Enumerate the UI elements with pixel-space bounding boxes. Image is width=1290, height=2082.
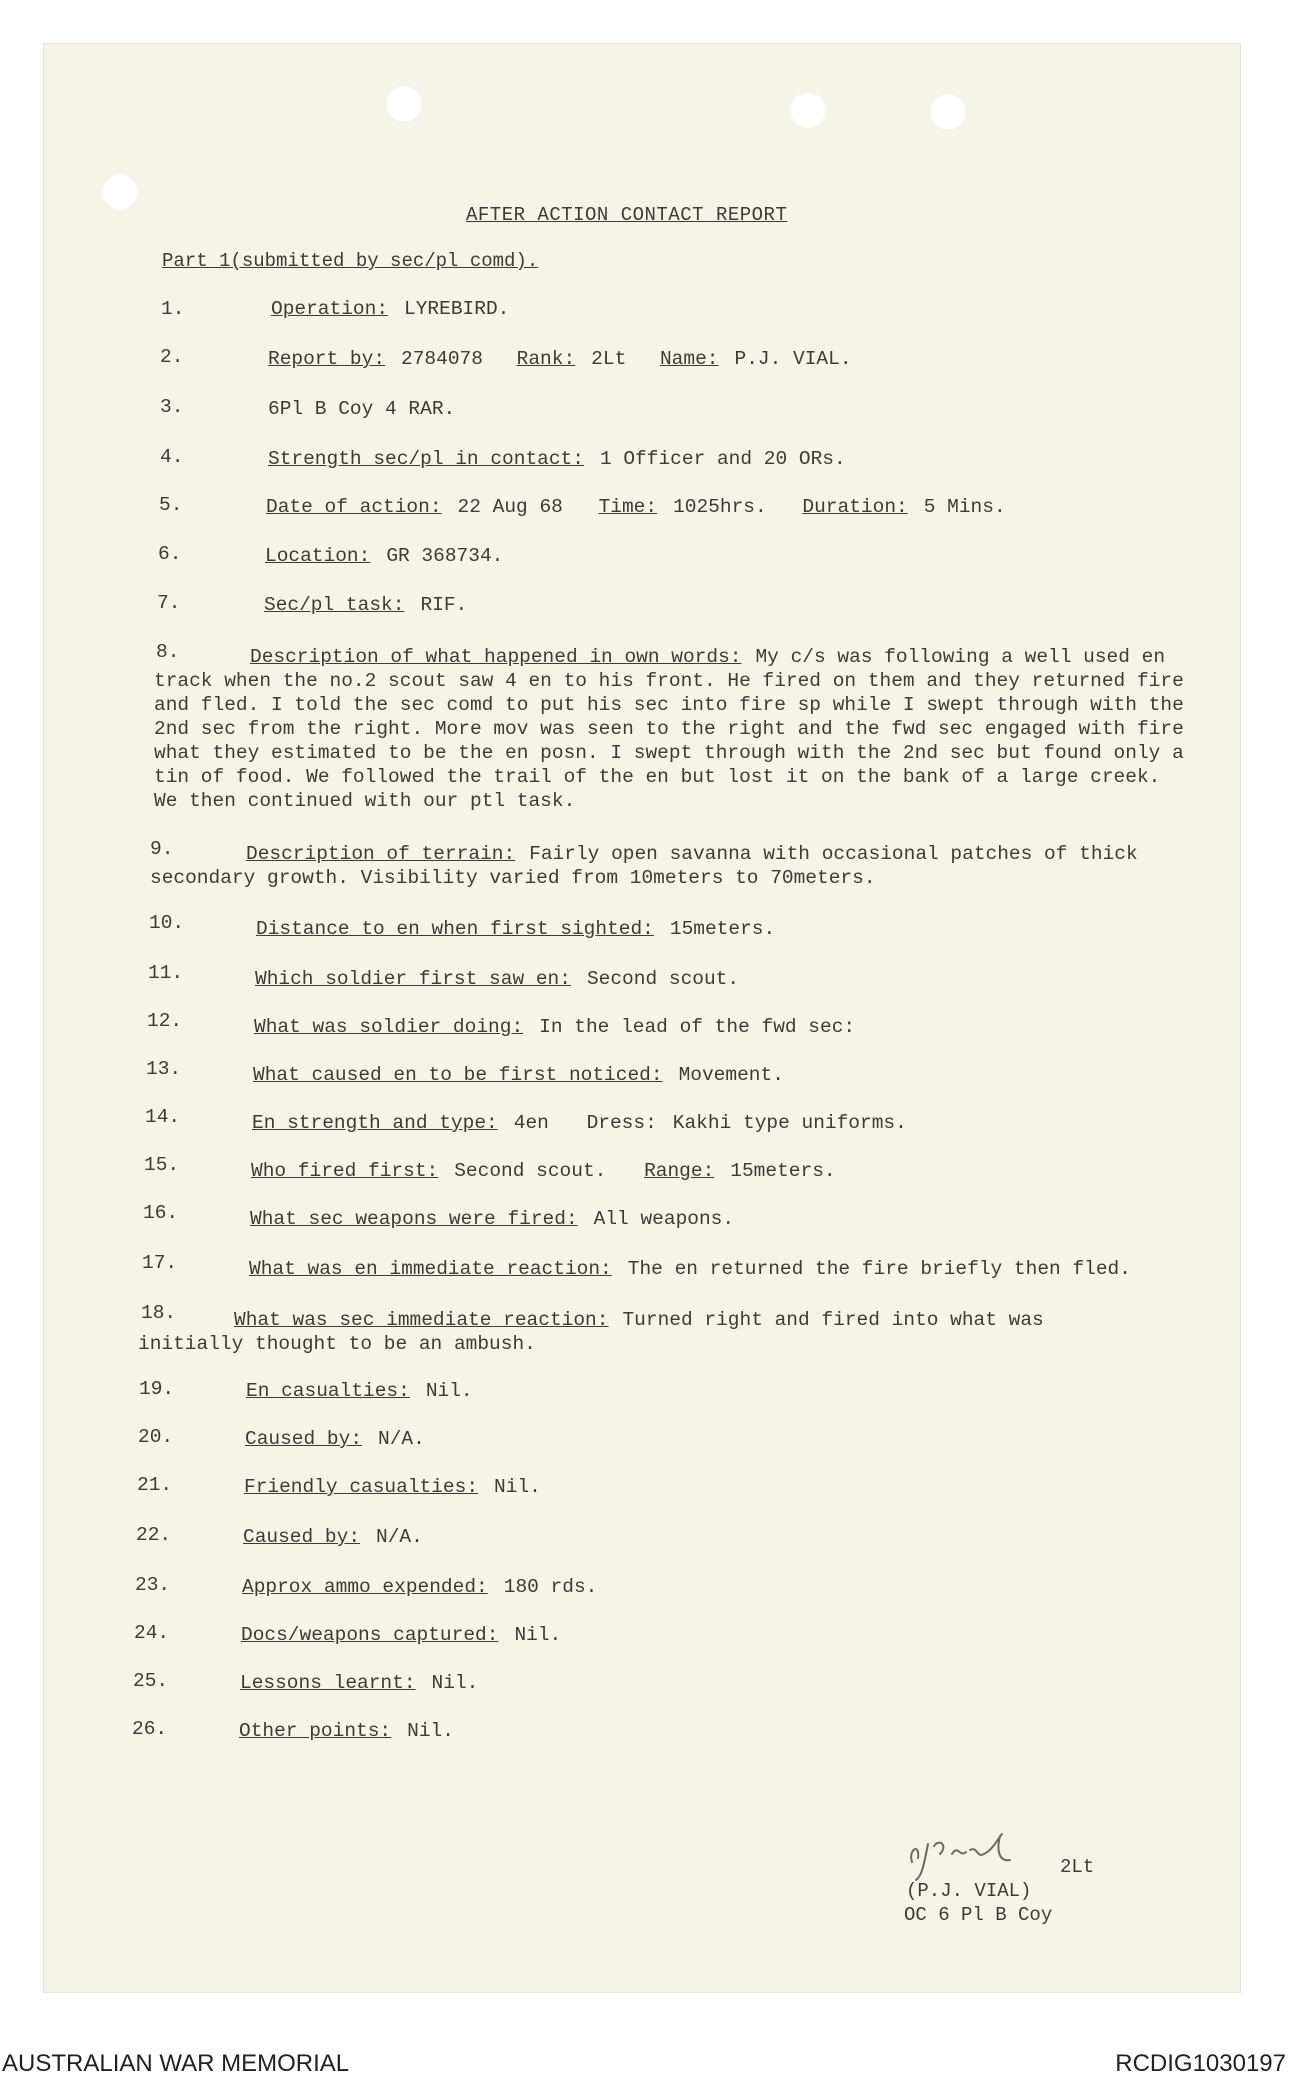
item-value: The en returned the fire briefly then fled. [627,1258,1131,1280]
item-sec-reaction [138,1308,1138,1356]
item-value: Movement. [678,1064,784,1086]
item-label: Name: [659,348,719,370]
item-label: Range: [644,1160,715,1182]
item-distance [256,920,775,940]
item-label: Duration: [802,496,908,518]
item-task [264,596,467,616]
item-number: 19. [139,1378,175,1400]
item-label: What caused en to be first noticed: [253,1064,663,1086]
item-label: En casualties: [246,1380,410,1402]
item-value: 4en [513,1112,549,1134]
signature-name: (P.J. VIAL) [906,1880,1032,1902]
item-caused-by [243,1528,423,1548]
item-number: 22. [136,1524,172,1546]
item-fired-first [251,1162,836,1182]
item-value: RIF. [420,594,468,616]
punch-hole [930,94,966,130]
item-label: Docs/weapons captured: [241,1624,499,1646]
item-label: Other points: [239,1720,392,1742]
item-friendly-casualties [244,1478,541,1498]
item-value: All weapons. [593,1208,735,1230]
item-label: Caused by: [243,1526,361,1548]
item-value: In the lead of the fwd sec: [539,1016,856,1038]
item-value: 2Lt [591,348,627,370]
item-number: 16. [143,1202,179,1224]
item-number: 6. [158,543,182,565]
item-value: N/A. [376,1526,423,1548]
item-label: Date of action: [266,496,442,518]
item-number: 23. [135,1574,171,1596]
item-first-saw [255,970,739,990]
item-number: 13. [146,1058,182,1080]
item-label: What was en immediate reaction: [249,1258,612,1280]
item-value: GR 368734. [386,545,504,567]
item-label: Sec/pl task: [264,594,405,616]
item-value: My c/s was following a well used en track when the no.2 scout saw 4 en to his front. He fired on them and they returned fire and fled. I told the sec comd to put his sec into fire sp while I swept through with the 2nd sec from the right. More mov was seen to the right and the fwd sec engaged with fire what they estimated to be the en posn. I swept through with the 2nd sec but found only a tin of food. We followed the trail of the en but lost it on the bank of a large creek. We then continued with our ptl task. [154,646,1184,812]
item-strength [268,450,846,470]
item-weapons-fired [250,1210,734,1230]
item-label: Rank: [516,348,576,370]
item-number: 5. [159,494,183,516]
item-number: 2. [160,346,184,368]
item-value: 1025hrs. [673,496,767,518]
item-en-reaction [249,1260,1131,1280]
item-first-noticed [253,1066,784,1086]
item-value: 15meters. [669,918,776,940]
item-value: Nil. [431,1672,479,1694]
item-terrain [150,842,1150,890]
item-number: 18. [141,1302,177,1324]
item-report-by [268,350,852,370]
item-label: Description of what happened in own words: [250,646,742,668]
item-number: 10. [149,912,185,934]
punch-hole [102,174,138,210]
part-heading: Part 1(submitted by sec/pl comd). [162,250,539,272]
item-label: Location: [265,545,371,567]
item-value: Nil. [425,1380,473,1402]
item-value: Kakhi type uniforms. [672,1112,907,1134]
item-label: Who fired first: [251,1160,439,1182]
item-number: 21. [137,1474,173,1496]
item-label: Caused by: [245,1428,363,1450]
item-value: LYREBIRD. [404,298,510,320]
item-value: 1 Officer and 20 ORs. [599,448,846,470]
item-ammo-expended [242,1578,597,1598]
item-label: What was sec immediate reaction: [234,1309,609,1331]
item-number: 20. [138,1426,174,1448]
item-number: 3. [160,396,184,418]
item-soldier-doing [254,1018,855,1038]
item-number: 4. [160,446,184,468]
item-docs-captured [241,1626,561,1646]
item-label: Lessons learnt: [240,1672,416,1694]
item-number: 15. [144,1154,180,1176]
item-value: 5 Mins. [923,496,1006,518]
item-other-points [239,1722,454,1742]
item-number: 11. [148,962,184,984]
item-date-of-action [266,498,1006,518]
item-value: Nil. [514,1624,562,1646]
item-value: N/A. [378,1428,425,1450]
item-number: 12. [147,1010,183,1032]
item-label: Approx ammo expended: [242,1576,488,1598]
item-operation [271,300,509,320]
item-number: 25. [133,1670,169,1692]
item-number: 17. [142,1252,178,1274]
item-label: Friendly casualties: [244,1476,479,1498]
signature-rank: 2Lt [1060,1856,1095,1878]
item-lessons [240,1674,478,1694]
item-number: 9. [150,838,174,860]
item-value: Nil. [407,1720,454,1742]
item-value: 180 rds. [503,1576,598,1598]
item-value: P.J. VIAL. [734,348,852,370]
item-label: Description of terrain: [246,843,516,865]
punch-hole [790,92,826,128]
item-en-casualties [246,1382,473,1402]
item-caused-by [245,1430,425,1450]
footer-record-id: RCDIG1030197 [1115,2050,1286,2077]
item-label: Report by: [268,348,386,370]
item-value: 22 Aug 68 [457,496,563,518]
item-value: Second scout. [454,1160,607,1182]
item-label: Operation: [271,298,389,320]
item-en-strength [252,1114,907,1134]
item-description [154,645,1184,813]
signature-position: OC 6 Pl B Coy [904,1904,1053,1926]
item-number: 7. [157,592,181,614]
item-location [265,547,503,567]
item-label: Which soldier first saw en: [255,968,571,990]
item-label: En strength and type: [252,1112,498,1134]
item-number: 8. [156,641,180,663]
item-label: Time: [598,496,658,518]
item-value: Second scout. [586,968,740,990]
item-label: Distance to en when first sighted: [256,918,654,940]
item-value: Fairly open savanna with occasional patches of thick secondary growth. Visibility varied from 10meters to 70meters. [150,843,1138,889]
punch-hole [386,86,422,122]
item-number: 26. [132,1718,168,1740]
item-value: 15meters. [730,1160,836,1182]
item-value: Nil. [494,1476,541,1498]
item-number: 14. [145,1106,181,1128]
item-label: What sec weapons were fired: [250,1208,578,1230]
footer-archive-name: AUSTRALIAN WAR MEMORIAL [2,2050,350,2077]
item-label: Dress: [586,1112,657,1134]
item-label: What was soldier doing: [254,1016,524,1038]
item-number: 1. [161,298,185,320]
item-value: Turned right and fired into what was initially thought to be an ambush. [138,1309,1044,1355]
item-unit: 6Pl B Coy 4 RAR. [268,398,456,420]
report-title: AFTER ACTION CONTACT REPORT [466,204,788,226]
item-value: 2784078 [401,348,483,370]
item-label: Strength sec/pl in contact: [268,448,584,470]
item-number: 24. [134,1622,170,1644]
